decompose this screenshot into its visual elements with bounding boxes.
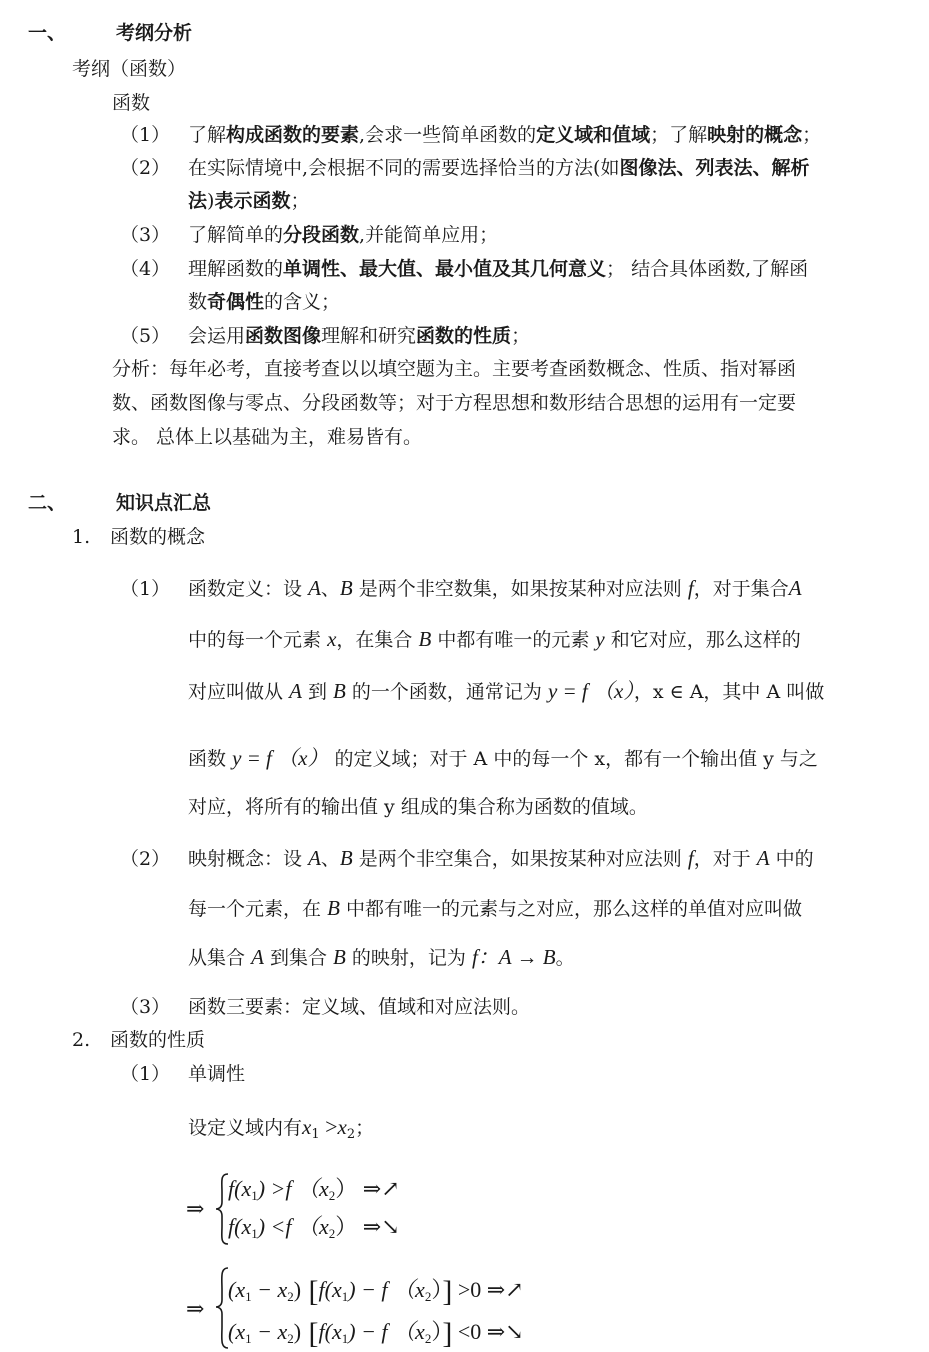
section-title: 知识点汇总 [116,492,212,514]
syllabus-subtitle: 考纲（函数） [72,58,187,80]
analysis-line-2: 数、函数图像与零点、分段函数等；对于方程思想和数形结合思想的运用有一定要 [112,392,797,414]
syllabus-item-1: 了解构成函数的要素,会求一些简单函数的定义域和值域；了解映射的概念； [188,124,822,146]
topic-label: 函数 [112,92,151,114]
point-number: 1. [72,526,91,548]
definition-line-5: 对应，将所有的输出值 y 组成的集合称为函数的值域。 [188,796,648,818]
item-number: （2） [120,848,171,870]
point-title: 函数的概念 [110,526,206,548]
point-title: 函数的性质 [110,1029,206,1051]
item-number: （1） [120,124,171,146]
syllabus-item-4-line2: 数奇偶性的含义； [188,291,341,313]
monotonicity-title: 单调性 [188,1063,246,1085]
syllabus-item-2-line2: 法)表示函数； [188,190,310,212]
definition-line-2: 中的每一个元素 x，在集合 B 中都有唯一的元素 y 和它对应，那么这样的 [188,627,801,651]
mapping-line-1: 映射概念：设 A、B 是两个非空集合，如果按某种对应法则 f，对于 A 中的 [188,846,814,870]
definition-line-3: 对应叫做从 A 到 B 的一个函数，通常记为 y = f （x），x ∈ A，其中 A 叫做 [188,679,825,703]
monotone-decreasing-rule: $f(x_1) <f$ $(x_2)$ ⇒↘ [228,1214,400,1241]
analysis-line-3: 求。 总体上以基础为主，难易皆有。 [112,426,423,448]
syllabus-item-3: 了解简单的分段函数,并能简单应用； [188,224,499,246]
section-title: 考纲分析 [116,22,193,44]
section-number: 一、 [28,22,67,44]
monotone-increasing-rule: $f(x_1) >f$ $(x_2)$ ⇒↗ [228,1176,400,1203]
item-number: （5） [120,325,171,347]
item-number: （1） [120,578,171,600]
implies-symbol: ⇒ [186,1296,205,1321]
item-number: （3） [120,996,171,1018]
mapping-line-2: 每一个元素，在 B 中都有唯一的元素与之对应，那么这样的单值对应叫做 [188,896,802,920]
difference-quotient-negative: $(x_1 - x_2) [f(x_1) - f$ $(x_2)] <0$ ⇒↘ [228,1317,524,1350]
item-number: （3） [120,224,171,246]
syllabus-item-2-line1: 在实际情境中,会根据不同的需要选择恰当的方法(如图像法、列表法、解析 [188,157,810,179]
point-number: 2. [72,1029,91,1051]
item-number: （4） [120,258,171,280]
item-number: （2） [120,157,171,179]
syllabus-item-5: 会运用函数图像理解和研究函数的性质； [188,325,531,347]
monotonicity-premise: 设定义域内有$x_1 >x_2$； [188,1114,375,1142]
three-elements: 函数三要素：定义域、值域和对应法则。 [188,996,531,1018]
section-number: 二、 [28,492,67,514]
difference-quotient-positive: $(x_1 - x_2) [f(x_1) - f$ $(x_2)] >0$ ⇒↗ [228,1275,524,1308]
analysis-line-1: 分析：每年必考，直接考查以以填空题为主。主要考查函数概念、性质、指对幂函 [112,358,797,380]
item-number: （1） [120,1063,171,1085]
syllabus-item-4-line1: 理解函数的单调性、最大值、最小值及其几何意义； 结合具体函数,了解函 [188,258,809,280]
mapping-line-3: 从集合 A 到集合 B 的映射，记为 f：A → B。 [188,945,575,969]
implies-symbol: ⇒ [186,1196,205,1221]
definition-line-4: 函数 y = f （x） 的定义域；对于 A 中的每一个 x，都有一个输出值 y 与之 [188,746,818,770]
definition-line-1: 函数定义：设 A、B 是两个非空数集，如果按某种对应法则 f，对于集合A [188,576,802,600]
